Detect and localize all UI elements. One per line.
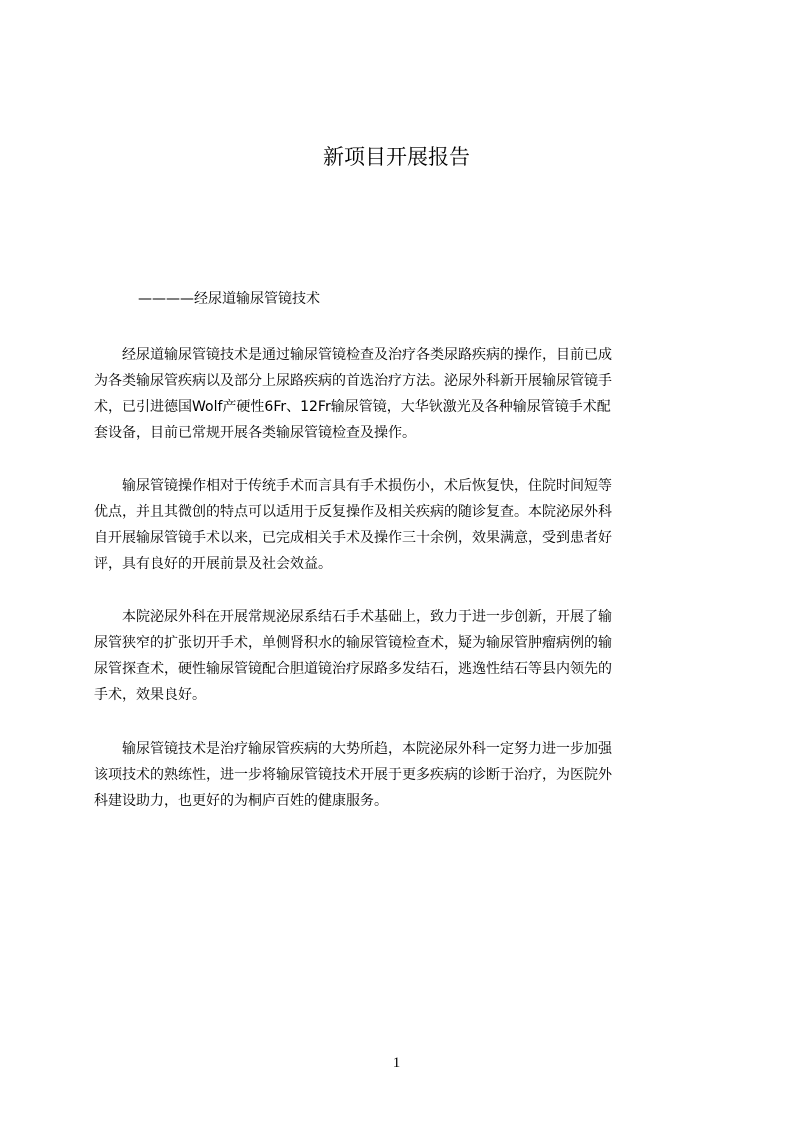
paragraph-1 [94,342,702,446]
paragraph-line: 本院泌尿外科在开展常规泌尿系结石手术基础上，致力于进一步创新，开展了输 [94,609,612,625]
paragraph-line: 该项技术的熟练性，进一步将输尿管镜技术开展于更多疾病的诊断于治疗，为医院外 [94,767,612,783]
paragraph-line: 术，已引进德国Wolf产硬性6Fr、12Fr输尿管镜，大华钬激光及各种输尿管镜手术配 [94,399,611,415]
page-number: 1 [392,1055,401,1071]
paragraph-line: 输尿管镜操作相对于传统手术而言具有手术损伤小，术后恢复快，住院时间短等 [94,478,612,494]
paragraph-line: 输尿管镜技术是治疗输尿管疾病的大势所趋，本院泌尿外科一定努力进一步加强 [94,741,612,757]
paragraph-line: 手术，效果良好。 [94,687,206,703]
paragraph-line: 优点，并且其微创的特点可以适用于反复操作及相关疾病的随诊复查。本院泌尿外科 [94,504,612,520]
paragraph-line: 科建设助力，也更好的为桐庐百姓的健康服务。 [94,793,388,809]
paragraph-line: 尿管探查术，硬性输尿管镜配合胆道镜治疗尿路多发结石，逃逸性结石等县内领先的 [94,661,612,677]
paragraph-line: 自开展输尿管镜手术以来，已完成相关手术及操作三十余例，效果满意，受到患者好 [94,530,612,546]
paragraph-line: 套设备，目前已常规开展各类输尿管镜检查及操作。 [94,425,416,441]
paragraph-3 [94,604,702,708]
paragraph-4 [94,736,702,814]
paragraph-line: 为各类输尿管疾病以及部分上尿路疾病的首选治疗方法。泌尿外科新开展输尿管镜手 [94,373,612,389]
paragraph-line: 尿管狭窄的扩张切开手术，单侧肾积水的输尿管镜检查术，疑为输尿管肿瘤病例的输 [94,635,612,651]
paragraph-2 [94,473,702,577]
paragraph-line: 经尿道输尿管镜技术是通过输尿管镜检查及治疗各类尿路疾病的操作，目前已成 [94,347,612,363]
paragraph-line: 评，具有良好的开展前景及社会效益。 [94,556,332,572]
document-subtitle: ————经尿道输尿管镜技术 [138,291,320,307]
page-title: 新项目开展报告 [323,145,470,169]
